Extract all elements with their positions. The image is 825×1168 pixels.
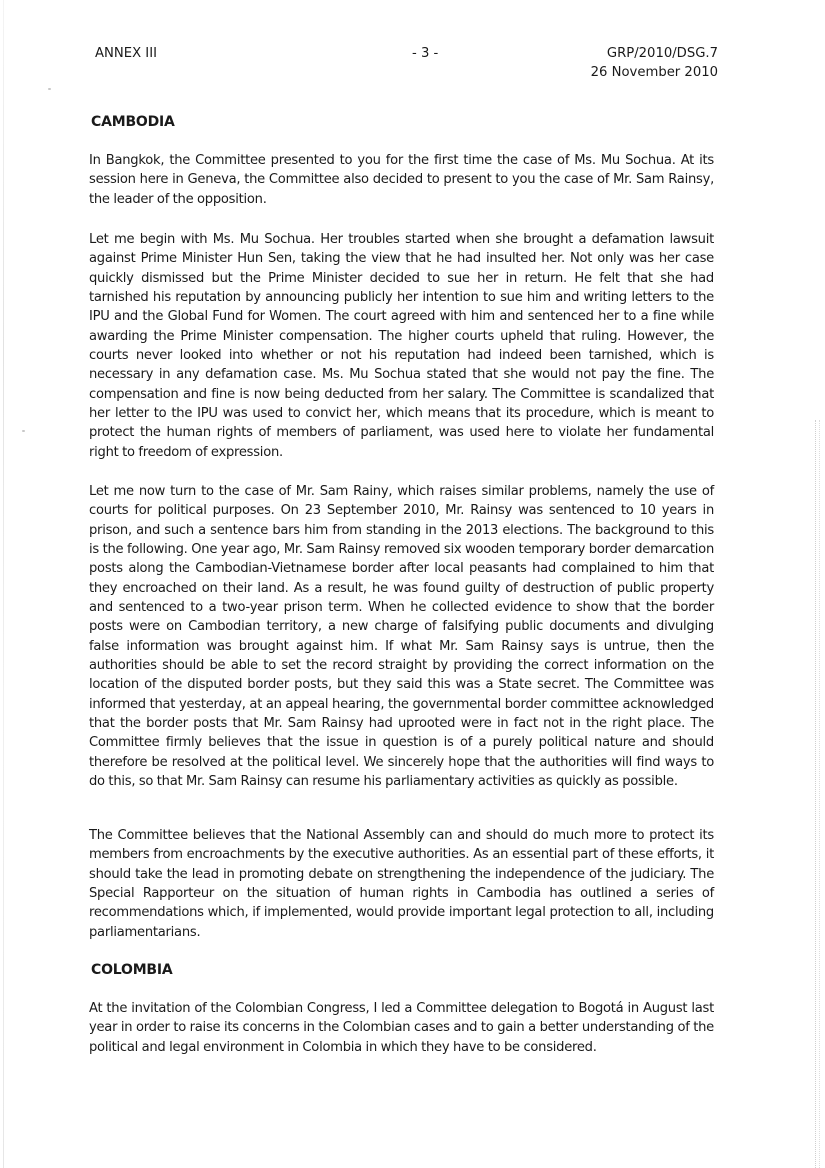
document-code: GRP/2010/DSG.7 — [606, 46, 718, 61]
document-date: 26 November 2010 — [590, 65, 718, 80]
scan-speck — [22, 430, 25, 432]
page-number: - 3 - — [412, 46, 439, 61]
scan-edge — [3, 0, 4, 1168]
paragraph: At the invitation of the Colombian Congress, I led a Committee delegation to Bogotá in August last year in order to raise its concerns in the Colombian cases and to gain a better understanding of the political and legal environment in Colombia in which they have to be considered. — [89, 1001, 714, 1055]
paragraph: The Committee believes that the National Assembly can and should do much more to protect its members from encroachments by the executive authorities. As an essential part of these efforts, it should take the lead in promoting debate on strengthening the independence of the judiciary. The Special Rapporteur on the situation of human rights in Cambodia has outlined a series of recommendations which, if implemented, would provide important legal protection to all, including parliamentarians. — [89, 828, 714, 940]
annex-label: ANNEX III — [95, 46, 157, 61]
paragraph: Let me now turn to the case of Mr. Sam Rainy, which raises similar problems, namely the use of courts for political purposes. On 23 September 2010, Mr. Rainsy was sentenced to 10 years in prison, and such a sentence bars him from standing in the 2013 elections. The background to this is the following. One year ago, Mr. Sam Rainsy removed six wooden temporary border demarcation posts along the Cambodian-Vietnamese border after local peasants had complained to him that they encroached on their land. As a result, he was found guilty of destruction of public property and sentenced to a two-year prison term. When he collected evidence to show that the border posts were on Cambodian territory, a new charge of falsifying public documents and divulging false information was brought against him. If what Mr. Sam Rainsy says is untrue, then the authorities should be able to set the record straight by providing the correct information on the location of the disputed border posts, but they said this was a State secret. The Committee was informed that yesterday, at an appeal hearing, the governmental border committee acknowledged that the border posts that Mr. Sam Rainsy had uprooted were in fact not in the right place. The Committee firmly believes that the issue in question is of a purely political nature and should therefore be resolved at the political level. We sincerely hope that the authorities will find ways to do this, so that Mr. Sam Rainsy can resume his parliamentary activities as quickly as possible. — [89, 484, 714, 790]
scan-speck — [48, 88, 51, 90]
paragraph: Let me begin with Ms. Mu Sochua. Her troubles started when she brought a defamation lawsuit against Prime Minister Hun Sen, taking the view that he had insulted her. Not only was her case quickly dismissed but the Prime Minister decided to sue her in return. He felt that she had tarnished his reputation by announcing publicly her intention to sue him and writing letters to the IPU and the Global Fund for Women. The court agreed with him and sentenced her to a fine while awarding the Prime Minister compensation. The higher courts upheld that ruling. However, the courts never looked into whether or not his reputation had indeed been tarnished, which is necessary in any defamation case. Ms. Mu Sochua stated that she would not pay the fine. The compensation and fine is now being deducted from her salary. The Committee is scandalized that her letter to the IPU was used to convict her, which means that its procedure, which is meant to protect the human rights of members of parliament, was used here to violate her fundamental right to freedom of expression. — [89, 232, 714, 460]
paragraph: In Bangkok, the Committee presented to you for the first time the case of Ms. Mu Sochua. At its session here in Geneva, the Committee also decided to present to you the case of Mr. Sam Rainsy, the leader of the opposition. — [89, 153, 714, 207]
document-reference — [560, 44, 718, 82]
section-heading-cambodia: CAMBODIA — [91, 114, 175, 130]
section-heading-colombia: COLOMBIA — [91, 962, 173, 978]
scan-edge — [815, 420, 820, 1168]
